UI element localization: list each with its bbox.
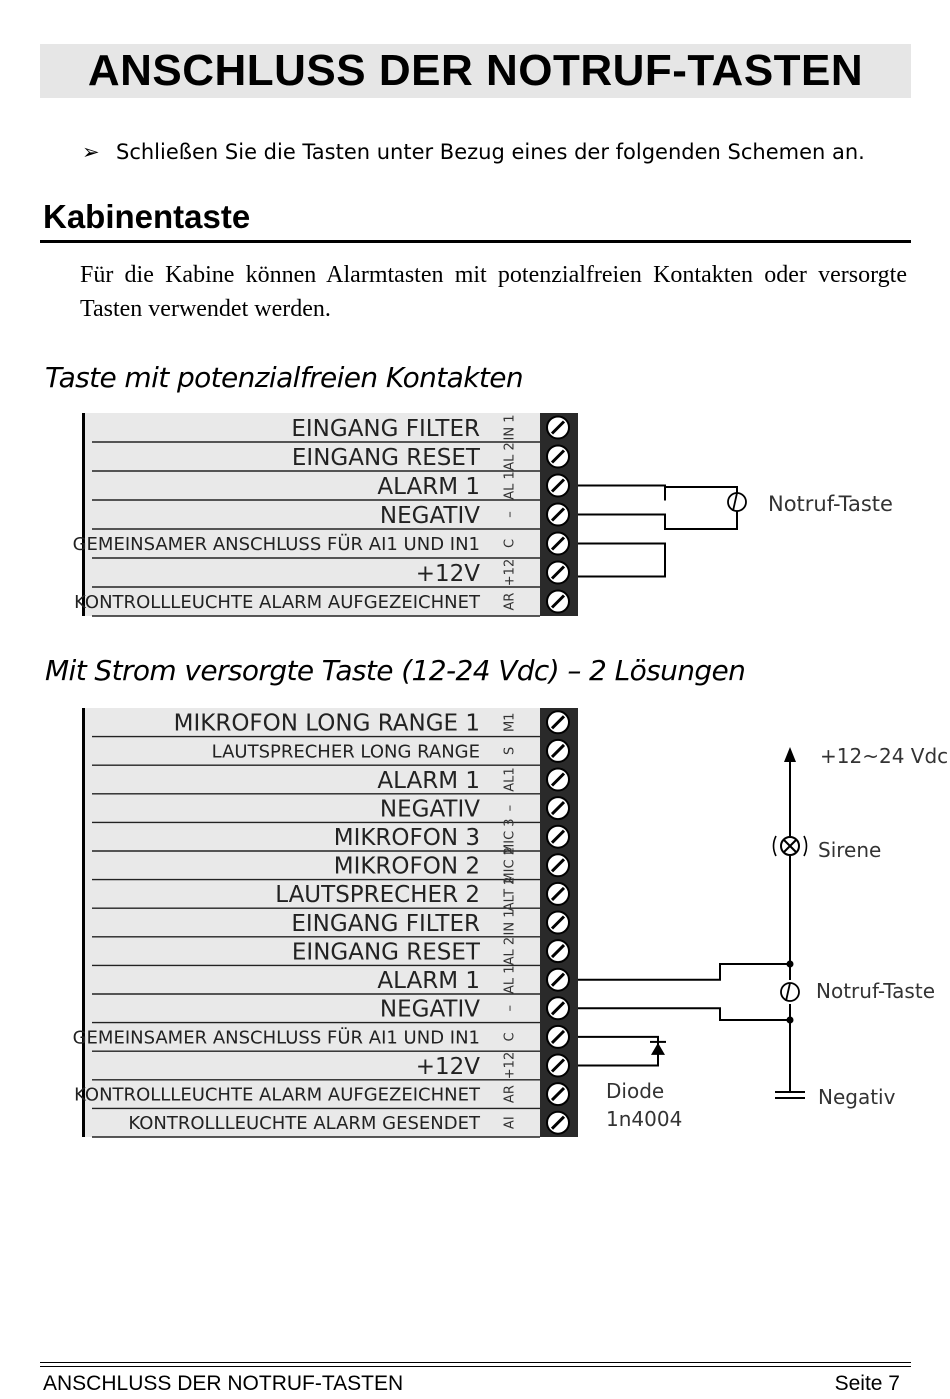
d1-wire-negativ-to-button [578, 511, 737, 529]
d2-row-label: KONTROLLLEUCHTE ALARM GESENDET [128, 1113, 480, 1135]
d2-diode-wire [578, 1037, 658, 1066]
diagram2-title: Mit Strom versorgte Taste (12-24 Vdc) – 2 Lösungen [45, 654, 746, 687]
d1-row-label: KONTROLLLEUCHTE ALARM AUFGEZEICHNET [74, 591, 480, 613]
page-title: ANSCHLUSS DER NOTRUF-TASTEN [87, 46, 864, 95]
d1-wire-alarm [578, 486, 665, 501]
d2-row-code: AL 2 [502, 936, 518, 966]
d2-supply-arrow-icon [784, 747, 796, 762]
d1-row-code: IN 1 [502, 414, 518, 441]
d2-row-label: LAUTSPRECHER LONG RANGE [211, 741, 480, 763]
bullet-arrow-icon: ➢ [82, 140, 100, 164]
d2-wire-alarm [578, 964, 790, 980]
instruction-text: Schließen Sie die Tasten unter Bezug eines der folgenden Schemen an. [116, 140, 865, 164]
instruction-bullet [82, 138, 865, 166]
d2-row-code: AL1 [502, 767, 518, 792]
d2-row-label: GEMEINSAMER ANSCHLUSS FÜR AI1 UND IN1 [72, 1027, 480, 1049]
d2-row-label: MIKROFON LONG RANGE 1 [173, 710, 480, 737]
d2-row-label: NEGATIV [379, 996, 480, 1023]
d2-siren-wave-left [774, 836, 777, 856]
d2-diode-icon [651, 1043, 665, 1055]
d1-row-label: GEMEINSAMER ANSCHLUSS FÜR AI1 UND IN1 [72, 533, 480, 555]
d2-row-code: – [502, 804, 518, 812]
wiring-diagram-potential-free [0, 405, 950, 625]
d2-siren-wave-right [804, 836, 807, 856]
d2-diode-part-label: 1n4004 [606, 1107, 683, 1131]
d1-row-code: AL 1 [502, 471, 518, 500]
d2-wire-negativ [578, 1008, 790, 1020]
d2-siren-label: Sirene [818, 838, 882, 862]
d2-row-label: NEGATIV [379, 796, 480, 823]
d2-diode-label: Diode [606, 1079, 665, 1103]
d2-row-code: S [502, 746, 518, 756]
d1-row-code: AL 2 [502, 442, 518, 471]
d2-row-code: AR [502, 1085, 518, 1104]
footer-rule-top [40, 1362, 911, 1363]
d2-row-code: AL 1 [502, 965, 518, 994]
d1-wire-alarm-to-button [578, 486, 737, 494]
d2-row-code: – [502, 1005, 518, 1012]
d1-button-label: Notruf-Taste [768, 492, 893, 516]
section-heading: Kabinentaste [43, 198, 251, 235]
footer-title: ANSCHLUSS DER NOTRUF-TASTEN [43, 1372, 404, 1395]
d1-row-code: – [502, 511, 518, 518]
d2-row-label: MIKROFON 3 [333, 824, 480, 851]
d1-row-label: ALARM 1 [377, 473, 480, 500]
page-number: Seite 7 [834, 1372, 900, 1395]
d2-row-code: C [502, 1032, 518, 1042]
section-paragraph: Für die Kabine können Alarmtasten mit potenzialfreien Kontakten oder versorgte Tasten verwendet werden. [80, 262, 907, 322]
d2-row-code: AI [502, 1116, 518, 1130]
d2-row-label: ALARM 1 [377, 767, 480, 794]
d1-jumper-wire [578, 544, 665, 577]
d2-row-label: MIKROFON 2 [333, 853, 480, 880]
d2-row-label: EINGANG RESET [291, 939, 480, 966]
d2-row-label: EINGANG FILTER [291, 910, 480, 937]
d1-row-code: +12 [502, 558, 518, 587]
d2-negative-label: Negativ [818, 1085, 896, 1109]
d2-row-label: +12V [415, 1053, 480, 1080]
d1-row-label: NEGATIV [379, 502, 480, 529]
d2-row-code: +12 [502, 1051, 518, 1080]
d2-supply-label: +12~24 Vdc [820, 744, 949, 768]
d2-row-label: KONTROLLLEUCHTE ALARM AUFGEZEICHNET [74, 1084, 480, 1106]
d1-row-code: AR [502, 592, 518, 611]
d2-row-code: ALT 2 [502, 876, 518, 912]
footer-rule-bottom [40, 1366, 911, 1367]
d1-row-label: EINGANG FILTER [291, 415, 480, 442]
d2-row-label: LAUTSPRECHER 2 [275, 882, 480, 909]
d2-row-code: MIC 3 [502, 818, 518, 855]
d2-row-code: IN 1 [502, 909, 518, 936]
d2-row-code: MIC 2 [502, 847, 518, 884]
d1-row-label: +12V [415, 560, 480, 587]
diagram1-title: Taste mit potenzialfreien Kontakten [45, 361, 524, 394]
d2-row-label: ALARM 1 [377, 967, 480, 994]
d1-row-code: C [502, 538, 518, 549]
d1-row-label: EINGANG RESET [291, 444, 480, 471]
d2-button-label: Notruf-Taste [816, 979, 935, 1003]
section-heading-rule [40, 240, 911, 243]
d2-row-code: M1 [502, 712, 518, 733]
wiring-diagram-powered [0, 700, 950, 1145]
